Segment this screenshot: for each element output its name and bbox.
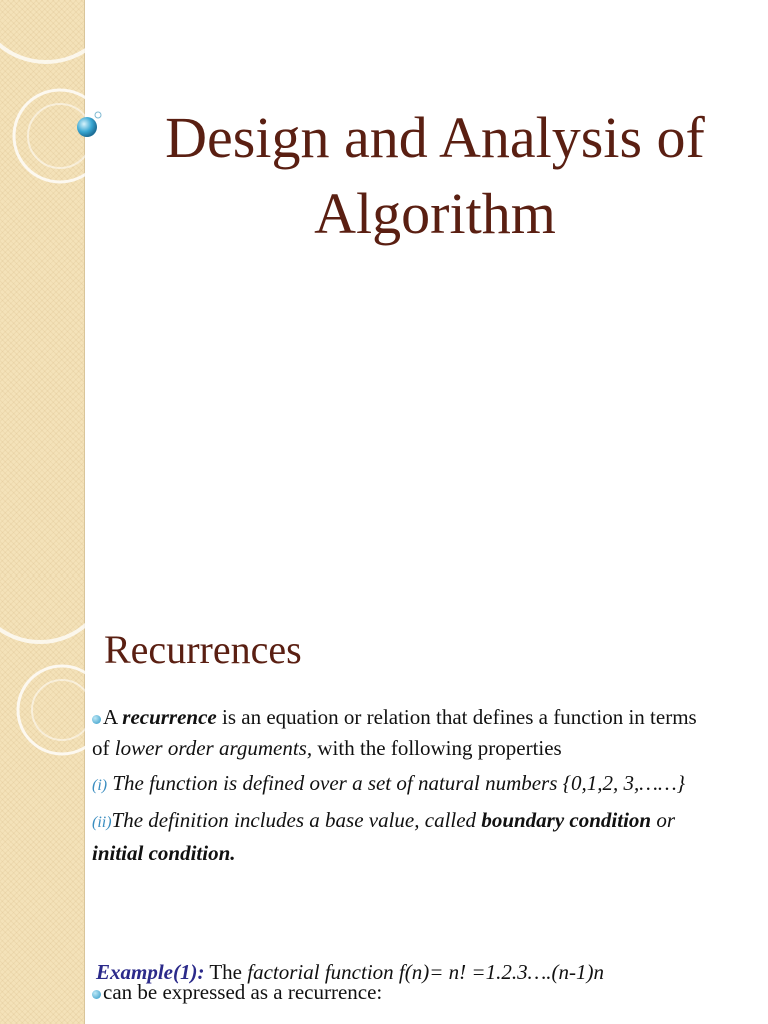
slide-heading: Recurrences: [104, 627, 302, 672]
property-item-2: [92, 805, 712, 869]
tail-line: [92, 980, 382, 1005]
bullet-dot-icon: [92, 990, 101, 999]
property-item-1: [92, 768, 712, 801]
para-term-recurrence: recurrence: [122, 705, 217, 729]
para-text-2: is an equation or relation that defines a function in terms of: [92, 705, 697, 760]
slide-title: [120, 100, 750, 252]
item-term-initial: initial condition.: [92, 841, 236, 865]
item-term-boundary: boundary condition: [481, 808, 652, 832]
title-line-1: Design and Analysis of: [165, 105, 705, 170]
slide-body: [92, 702, 712, 869]
decorative-rings: [0, 0, 140, 576]
item-text: The function is defined over a set of natural numbers {0,1,2, 3,……}: [107, 771, 686, 795]
item-marker: (i): [92, 777, 108, 794]
para-text-3: with the following properties: [312, 736, 562, 760]
para-text-1: A: [103, 705, 123, 729]
bullet-dot-icon: [92, 715, 101, 724]
recurrences-slide: [0, 576, 768, 1024]
example-label: Example(1):: [96, 960, 205, 984]
title-line-2: Algorithm: [314, 181, 556, 246]
item-marker: (ii): [92, 814, 112, 831]
bullet-orb-icon: [76, 116, 100, 140]
example-text-2: factorial function f(n)= n! =1.2.3….(n-1)n: [247, 960, 604, 984]
para-term-arguments: lower order arguments,: [114, 736, 313, 760]
example-text-1: The: [204, 960, 248, 984]
item-text-2: or: [651, 808, 676, 832]
item-text-1: The definition includes a base value, called: [111, 808, 482, 832]
bullet-paragraph: [92, 702, 712, 764]
tail-text: can be expressed as a recurrence:: [103, 980, 383, 1004]
